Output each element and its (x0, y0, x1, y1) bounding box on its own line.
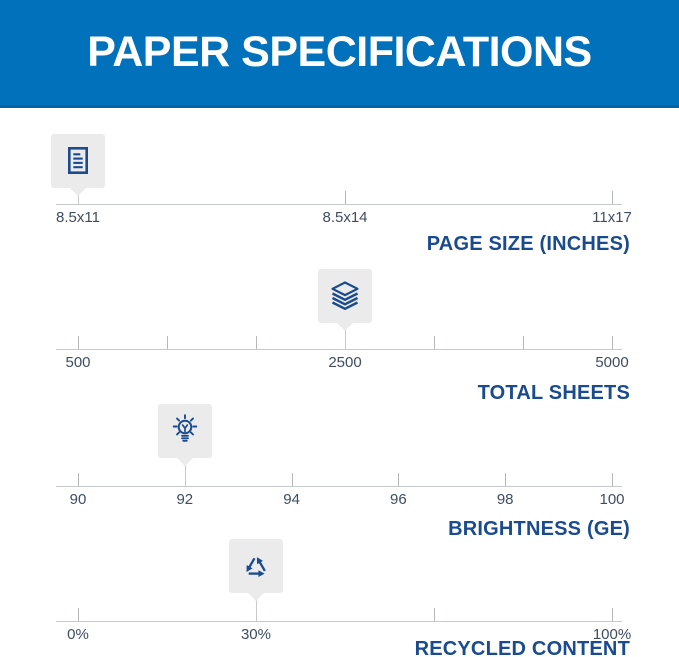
tick-label: 100% (592, 626, 632, 643)
scale-tick (78, 191, 79, 204)
marker-pointer (177, 458, 193, 466)
scale-tick (612, 336, 613, 349)
marker-stem (256, 593, 257, 621)
tick-label: 90 (69, 491, 87, 508)
page-title: PAPER SPECIFICATIONS (87, 28, 592, 76)
tick-label: 2500 (328, 354, 362, 371)
scale-track (56, 204, 622, 205)
tick-label: 30% (240, 626, 271, 643)
scale-track (56, 486, 622, 487)
header-banner (0, 0, 679, 108)
recycle-icon (239, 549, 273, 583)
scale-tick (612, 608, 613, 621)
marker-stem (345, 323, 346, 349)
tick-label: 96 (390, 491, 407, 508)
scale-tick (434, 608, 435, 621)
tick-label: 98 (496, 491, 514, 508)
tick-label: 8.5x14 (322, 209, 368, 226)
scale-tick (345, 336, 346, 349)
scale-tick (398, 473, 399, 486)
scale-tick (292, 473, 293, 486)
tick-label: 92 (176, 491, 194, 508)
marker-pointer (337, 323, 353, 331)
tick-label: 5000 (595, 354, 629, 371)
tick-label: 8.5x11 (56, 209, 100, 226)
scale-tick (256, 336, 257, 349)
marker-pointer (248, 593, 264, 601)
lightbulb-icon (168, 414, 202, 448)
scale-tick (345, 191, 346, 204)
scale-tick (78, 473, 79, 486)
scale-tick (523, 336, 524, 349)
tick-label: 100 (599, 491, 625, 508)
scale-tick (78, 336, 79, 349)
scale-tick (256, 608, 257, 621)
marker-box (51, 134, 105, 188)
tick-label: 94 (283, 491, 300, 508)
marker-box (158, 404, 212, 458)
scale-tick (505, 473, 506, 486)
marker-box (318, 269, 372, 323)
document-icon (61, 144, 95, 178)
marker-stem (78, 188, 79, 204)
marker-pointer (70, 188, 86, 196)
scale-tick (434, 336, 435, 349)
scale-tick (78, 608, 79, 621)
scale-tick (612, 191, 613, 204)
scale-tick (612, 473, 613, 486)
tick-label: 11x17 (592, 209, 632, 226)
scale-title-brightness: BRIGHTNESS (GE) (448, 518, 630, 540)
tick-label: 500 (65, 354, 91, 371)
scale-title-total-sheets: TOTAL SHEETS (477, 382, 630, 404)
scale-track (56, 349, 622, 350)
sheets-stack-icon (328, 279, 362, 313)
scale-track (56, 621, 622, 622)
marker-stem (185, 458, 186, 486)
scale-title-page-size: PAGE SIZE (INCHES) (426, 233, 630, 255)
marker-box (229, 539, 283, 593)
tick-label: 0% (67, 626, 89, 643)
scale-title-recycled-content: RECYCLED CONTENT (414, 638, 630, 657)
scale-tick (167, 336, 168, 349)
scale-tick (185, 473, 186, 486)
